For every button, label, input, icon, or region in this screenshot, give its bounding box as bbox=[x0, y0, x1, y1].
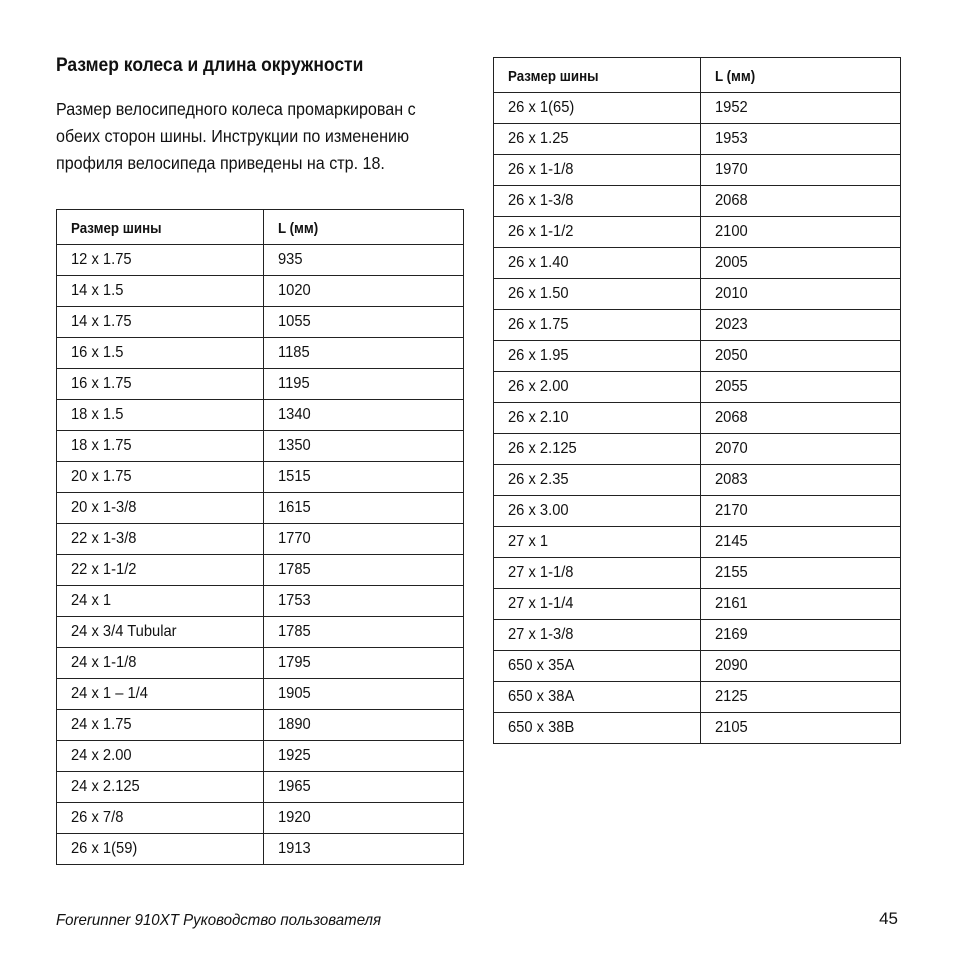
table-row bbox=[57, 369, 464, 400]
circumference-cell: 2083 bbox=[701, 465, 901, 496]
tire-size-cell: 26 x 1.95 bbox=[494, 341, 701, 372]
circumference-cell: 2070 bbox=[701, 434, 901, 465]
table-row bbox=[494, 372, 901, 403]
tire-size-cell: 26 x 1(65) bbox=[494, 93, 701, 124]
circumference-cell: 2068 bbox=[701, 403, 901, 434]
circumference-cell: 2005 bbox=[701, 248, 901, 279]
table-row bbox=[57, 276, 464, 307]
table-row bbox=[494, 589, 901, 620]
circumference-cell: 1753 bbox=[264, 586, 464, 617]
column-header-length: L (мм) bbox=[264, 210, 464, 245]
circumference-cell: 2010 bbox=[701, 279, 901, 310]
table-row bbox=[57, 245, 464, 276]
circumference-cell: 1965 bbox=[264, 772, 464, 803]
tire-size-cell: 26 x 2.00 bbox=[494, 372, 701, 403]
table-row bbox=[57, 307, 464, 338]
circumference-cell: 1195 bbox=[264, 369, 464, 400]
circumference-cell: 2055 bbox=[701, 372, 901, 403]
section-heading: Размер колеса и длина окружности bbox=[56, 55, 364, 76]
tire-size-cell: 27 x 1-3/8 bbox=[494, 620, 701, 651]
column-header-size: Размер шины bbox=[494, 58, 701, 93]
circumference-cell: 1515 bbox=[264, 462, 464, 493]
table-row bbox=[57, 710, 464, 741]
intro-line: Размер велосипедного колеса промаркирован с bbox=[56, 99, 416, 119]
circumference-cell: 2090 bbox=[701, 651, 901, 682]
tire-size-cell: 26 x 2.125 bbox=[494, 434, 701, 465]
circumference-cell: 2023 bbox=[701, 310, 901, 341]
tire-size-cell: 24 x 1-1/8 bbox=[57, 648, 264, 679]
tire-size-cell: 27 x 1-1/8 bbox=[494, 558, 701, 589]
circumference-cell: 1350 bbox=[264, 431, 464, 462]
tire-size-cell: 26 x 7/8 bbox=[57, 803, 264, 834]
tire-size-cell: 14 x 1.75 bbox=[57, 307, 264, 338]
table-row bbox=[57, 586, 464, 617]
tire-size-cell: 650 x 38B bbox=[494, 713, 701, 744]
table-row bbox=[57, 400, 464, 431]
circumference-cell: 1953 bbox=[701, 124, 901, 155]
table-row bbox=[494, 248, 901, 279]
table-header-row bbox=[494, 58, 901, 93]
table-row bbox=[57, 524, 464, 555]
table-row bbox=[494, 682, 901, 713]
circumference-cell: 1785 bbox=[264, 555, 464, 586]
table-row bbox=[494, 310, 901, 341]
tire-size-cell: 650 x 35A bbox=[494, 651, 701, 682]
page-number: 45 bbox=[879, 909, 898, 928]
tire-size-cell: 26 x 2.35 bbox=[494, 465, 701, 496]
tire-size-cell: 26 x 1(59) bbox=[57, 834, 264, 865]
tire-size-cell: 26 x 1-1/2 bbox=[494, 217, 701, 248]
tire-size-cell: 20 x 1.75 bbox=[57, 462, 264, 493]
circumference-cell: 1020 bbox=[264, 276, 464, 307]
table-row bbox=[57, 741, 464, 772]
circumference-cell: 1925 bbox=[264, 741, 464, 772]
tire-size-cell: 26 x 1-3/8 bbox=[494, 186, 701, 217]
tire-size-table-left bbox=[56, 209, 464, 865]
tire-size-cell: 27 x 1-1/4 bbox=[494, 589, 701, 620]
circumference-cell: 1952 bbox=[701, 93, 901, 124]
circumference-cell: 1340 bbox=[264, 400, 464, 431]
tire-size-cell: 24 x 2.125 bbox=[57, 772, 264, 803]
tire-size-cell: 18 x 1.5 bbox=[57, 400, 264, 431]
circumference-cell: 2145 bbox=[701, 527, 901, 558]
table-row bbox=[57, 834, 464, 865]
table-row bbox=[57, 555, 464, 586]
circumference-cell: 1970 bbox=[701, 155, 901, 186]
tire-size-cell: 24 x 2.00 bbox=[57, 741, 264, 772]
tire-size-cell: 24 x 1 bbox=[57, 586, 264, 617]
tire-size-cell: 22 x 1-3/8 bbox=[57, 524, 264, 555]
tire-size-cell: 18 x 1.75 bbox=[57, 431, 264, 462]
tire-size-cell: 26 x 1.75 bbox=[494, 310, 701, 341]
table-row bbox=[57, 617, 464, 648]
tire-size-cell: 12 x 1.75 bbox=[57, 245, 264, 276]
circumference-cell: 1185 bbox=[264, 338, 464, 369]
circumference-cell: 2068 bbox=[701, 186, 901, 217]
table-row bbox=[494, 403, 901, 434]
circumference-cell: 1770 bbox=[264, 524, 464, 555]
circumference-cell: 2169 bbox=[701, 620, 901, 651]
circumference-cell: 2161 bbox=[701, 589, 901, 620]
table-row bbox=[494, 279, 901, 310]
column-header-length: L (мм) bbox=[701, 58, 901, 93]
table-row bbox=[494, 217, 901, 248]
column-header-size: Размер шины bbox=[57, 210, 264, 245]
circumference-cell: 2155 bbox=[701, 558, 901, 589]
tire-size-cell: 16 x 1.5 bbox=[57, 338, 264, 369]
table-row bbox=[57, 648, 464, 679]
table-row bbox=[494, 155, 901, 186]
circumference-cell: 2105 bbox=[701, 713, 901, 744]
table-row bbox=[57, 462, 464, 493]
circumference-cell: 1890 bbox=[264, 710, 464, 741]
table-row bbox=[57, 679, 464, 710]
table-row bbox=[494, 93, 901, 124]
circumference-cell: 935 bbox=[264, 245, 464, 276]
intro-line: профиля велосипеда приведены на стр. 18. bbox=[56, 153, 385, 173]
tire-size-cell: 24 x 1 – 1/4 bbox=[57, 679, 264, 710]
circumference-cell: 1615 bbox=[264, 493, 464, 524]
table-row bbox=[494, 434, 901, 465]
table-row bbox=[494, 558, 901, 589]
circumference-cell: 2125 bbox=[701, 682, 901, 713]
table-row bbox=[57, 431, 464, 462]
tire-size-cell: 24 x 1.75 bbox=[57, 710, 264, 741]
tire-size-cell: 26 x 3.00 bbox=[494, 496, 701, 527]
circumference-cell: 2050 bbox=[701, 341, 901, 372]
circumference-cell: 1913 bbox=[264, 834, 464, 865]
tire-size-cell: 24 x 3/4 Tubular bbox=[57, 617, 264, 648]
tire-size-cell: 20 x 1-3/8 bbox=[57, 493, 264, 524]
intro-paragraph bbox=[56, 96, 452, 177]
tire-size-cell: 26 x 1-1/8 bbox=[494, 155, 701, 186]
circumference-cell: 1795 bbox=[264, 648, 464, 679]
circumference-cell: 2100 bbox=[701, 217, 901, 248]
table-row bbox=[494, 186, 901, 217]
table-row bbox=[494, 527, 901, 558]
table-row bbox=[494, 124, 901, 155]
tire-size-cell: 26 x 1.50 bbox=[494, 279, 701, 310]
tire-size-cell: 27 x 1 bbox=[494, 527, 701, 558]
table-row bbox=[57, 772, 464, 803]
table-header-row bbox=[57, 210, 464, 245]
tire-size-cell: 22 x 1-1/2 bbox=[57, 555, 264, 586]
circumference-cell: 2170 bbox=[701, 496, 901, 527]
tire-size-cell: 26 x 1.40 bbox=[494, 248, 701, 279]
tire-size-cell: 26 x 2.10 bbox=[494, 403, 701, 434]
tire-size-cell: 16 x 1.75 bbox=[57, 369, 264, 400]
table-row bbox=[494, 620, 901, 651]
circumference-cell: 1055 bbox=[264, 307, 464, 338]
table-row bbox=[494, 465, 901, 496]
table-row bbox=[494, 496, 901, 527]
table-row bbox=[57, 493, 464, 524]
tire-size-table-right bbox=[493, 57, 901, 744]
circumference-cell: 1785 bbox=[264, 617, 464, 648]
table-row bbox=[494, 651, 901, 682]
footer-manual-title: Forerunner 910XT Руководство пользователя bbox=[56, 912, 382, 929]
intro-line: обеих сторон шины. Инструкции по изменению bbox=[56, 126, 410, 146]
tire-size-cell: 650 x 38A bbox=[494, 682, 701, 713]
table-row bbox=[494, 341, 901, 372]
table-row bbox=[57, 803, 464, 834]
table-row bbox=[57, 338, 464, 369]
tire-size-cell: 26 x 1.25 bbox=[494, 124, 701, 155]
table-row bbox=[494, 713, 901, 744]
tire-size-cell: 14 x 1.5 bbox=[57, 276, 264, 307]
circumference-cell: 1905 bbox=[264, 679, 464, 710]
circumference-cell: 1920 bbox=[264, 803, 464, 834]
